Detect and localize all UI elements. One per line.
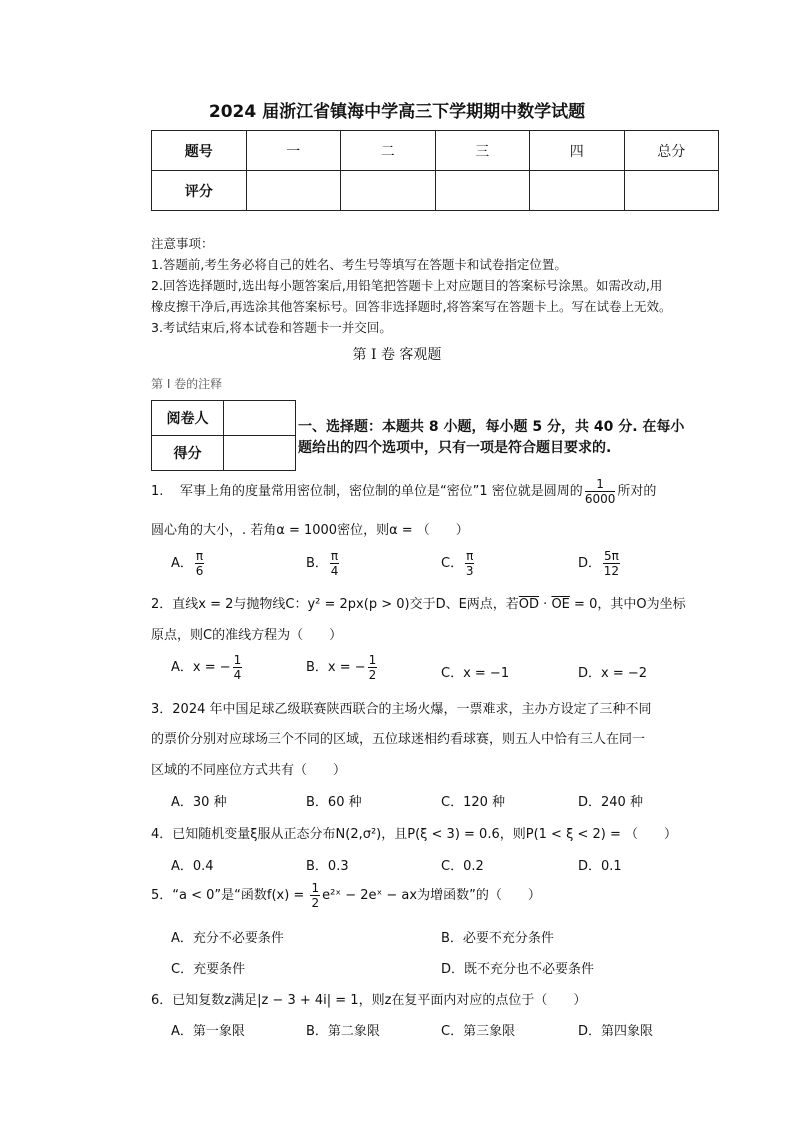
score-blank xyxy=(224,436,296,471)
score-header-cell: 一 xyxy=(246,131,341,171)
q4-option-d: D．0.1 xyxy=(578,859,622,874)
section1-line2: 题给出的四个选项中，只有一项是符合题目要求的. xyxy=(298,440,612,456)
score-blank-cell xyxy=(341,171,436,211)
q3-option-c: C．120 种 xyxy=(441,795,506,810)
q4-option-c: C．0.2 xyxy=(441,859,484,874)
q1-text-post: 所对的 xyxy=(617,484,657,499)
q1-number: 1. xyxy=(151,484,164,499)
reviewer-blank xyxy=(224,401,296,436)
question-5-line1: 5．“a < 0”是“函数f(x) = $\frac{1}{2}$ e²ˣ − 2eˣ − ax为增函数”的（ ） xyxy=(151,881,541,910)
notes-item: 橡皮擦干净后,再选涂其他答案标号。回答非选择题时,将答案写在答题卡上。写在试卷上无效。 xyxy=(151,299,672,314)
q1-fraction: $\frac{1}{6000}$ xyxy=(584,477,616,506)
notes-block xyxy=(151,233,671,338)
score-blank-cell xyxy=(530,171,625,211)
q5-option-c: C．充要条件 xyxy=(171,962,246,977)
score-header-cell: 总分 xyxy=(624,131,719,171)
q5-option-b: B．必要不充分条件 xyxy=(441,931,554,946)
score-header-cell: 题号 xyxy=(152,131,247,171)
q1-option-c: C． $\frac{\pi}{3}$ xyxy=(441,549,474,578)
q1-text-pre: 军事上角的度量常用密位制，密位制的单位是“密位”1 密位就是圆周的 xyxy=(179,484,583,499)
score-table-header-row xyxy=(152,131,719,171)
section1-line1: 一、选择题：本题共 8 小题，每小题 5 分，共 40 分. 在每小 xyxy=(298,419,685,435)
notes-item: 2.回答选择题时,选出每小题答案后,用铅笔把答题卡上对应题目的答案标号涂黑。如需改动,用 xyxy=(151,278,663,293)
score-row-label: 评分 xyxy=(152,171,247,211)
score-header-cell: 二 xyxy=(341,131,436,171)
q6-option-a: A．第一象限 xyxy=(171,1024,245,1039)
question-6-line1: 6．已知复数z满足|z − 3 + 4i| = 1，则z在复平面内对应的点位于（ ） xyxy=(151,993,587,1008)
q1-option-d: D． $\frac{5\pi}{12}$ xyxy=(578,549,620,578)
q2-option-c: C．x = −1 xyxy=(441,666,510,681)
page-title: 2024 届浙江省镇海中学高三下学期期中数学试题 xyxy=(208,102,586,122)
score-header-cell: 四 xyxy=(530,131,625,171)
question-4-line1: 4．已知随机变量ξ服从正态分布N(2,σ²)，且P(ξ < 3) = 0.6，则P(1 < ξ < 2) = （ ） xyxy=(151,827,677,842)
q6-option-d: D．第四象限 xyxy=(578,1024,654,1039)
question-3-line1: 3．2024 年中国足球乙级联赛陕西联合的主场火爆，一票难求，主办方设定了三种不同 xyxy=(151,702,652,717)
score-blank-cell xyxy=(246,171,341,211)
score-header-cell: 三 xyxy=(435,131,530,171)
notes-item: 1.答题前,考生务必将自己的姓名、考生号等填写在答题卡和试卷指定位置。 xyxy=(151,257,567,272)
part1-note: 第 I 卷的注释 xyxy=(151,377,223,391)
q5-fraction: $\frac{1}{2}$ xyxy=(311,881,320,910)
q1-option-a: A． $\frac{\pi}{6}$ xyxy=(171,549,204,578)
q3-option-a: A．30 种 xyxy=(171,795,227,810)
q5-option-a: A．充分不必要条件 xyxy=(171,931,284,946)
q6-option-c: C．第三象限 xyxy=(441,1024,516,1039)
notes-heading: 注意事项： xyxy=(151,236,214,251)
q2-option-a: A．x = − $\frac{1}{4}$ xyxy=(171,653,242,682)
question-2-line2: 原点，则C的准线方程为（ ） xyxy=(151,628,343,643)
notes-item: 3.考试结束后,将本试卷和答题卡一并交回。 xyxy=(151,320,392,335)
q4-option-a: A．0.4 xyxy=(171,859,214,874)
q3-option-b: B．60 种 xyxy=(306,795,362,810)
q2-option-b: B．x = − $\frac{1}{2}$ xyxy=(306,653,377,682)
q4-option-b: B．0.3 xyxy=(306,859,349,874)
q1-option-b: B． $\frac{\pi}{4}$ xyxy=(306,549,339,578)
vector-od: $\overline{OD}$ xyxy=(518,597,540,612)
score-blank-cell xyxy=(624,171,719,211)
q3-option-d: D．240 种 xyxy=(578,795,643,810)
q2-option-d: D．x = −2 xyxy=(578,666,648,681)
q6-option-b: B．第二象限 xyxy=(306,1024,380,1039)
question-1-line2: 圆心角的大小，. 若角α = 1000密位，则α = （ ） xyxy=(151,523,469,538)
question-2-line1: 2．直线x = 2与抛物线C：y² = 2px(p > 0)交于D、E两点，若$\overline{OD} \cdot \overline{OE} = 0$，其中O为坐标 xyxy=(151,597,686,612)
question-3-line2: 的票价分别对应球场三个不同的区域，五位球迷相约看球赛，则五人中恰有三人在同一 xyxy=(151,732,646,747)
reviewer-label: 阅卷人 xyxy=(152,401,224,436)
part1-title: 第 I 卷 客观题 xyxy=(352,347,442,363)
score-table-score-row xyxy=(152,171,719,211)
question-1-line1 xyxy=(151,478,656,505)
score-blank-cell xyxy=(435,171,530,211)
score-label: 得分 xyxy=(152,436,224,471)
grader-table xyxy=(151,400,296,471)
score-table xyxy=(151,130,719,211)
question-3-line3: 区域的不同座位方式共有（ ） xyxy=(151,763,347,778)
q5-option-d: D．既不充分也不必要条件 xyxy=(441,962,595,977)
vector-oe: $\overline{OE}$ xyxy=(551,597,570,612)
